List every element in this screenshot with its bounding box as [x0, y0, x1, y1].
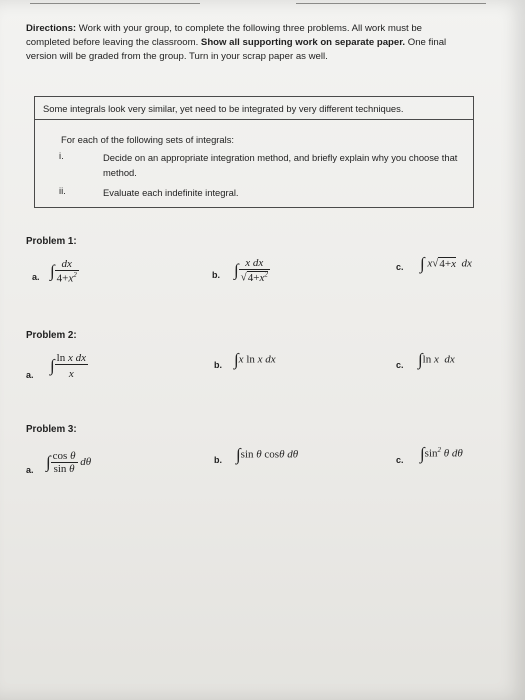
- directions-line-1: Work with your group, to complete the following three problems. All work must be: [76, 23, 423, 34]
- problem-2c-integral: ∫ln x dx: [418, 350, 455, 369]
- problem-2-part-b-label: b.: [214, 360, 222, 370]
- problem-3-part-a-label: a.: [26, 465, 34, 475]
- problem-2-part-c-label: c.: [396, 360, 404, 370]
- step-number-i: i.: [59, 150, 64, 161]
- problem-1-part-b-label: b.: [212, 270, 220, 280]
- directions-line-3: version will be graded from the group. Turn in your scrap paper as well.: [26, 51, 328, 62]
- directions-line-2-bold: Show all supporting work on separate paper.: [200, 37, 406, 48]
- problem-3-part-b-label: b.: [214, 455, 222, 465]
- step-number-ii: ii.: [59, 185, 66, 196]
- step-text-ii: Evaluate each indefinite integral.: [103, 187, 239, 198]
- problem-3b-integral: ∫sin θ cosθ dθ: [236, 445, 299, 464]
- box-intro: For each of the following sets of integrals:: [61, 134, 235, 145]
- step-text-i: Decide on an appropriate integration method, and briefly explain why you choose that method.: [103, 152, 458, 178]
- box-heading: Some integrals look very similar, yet need to be integrated by very different techniques.: [43, 103, 404, 114]
- directions-label: Directions:: [26, 23, 77, 34]
- problem-3c-integral: $\int\sin^2$ θ dθ: [420, 444, 463, 463]
- top-rule-left: [30, 3, 200, 4]
- directions-line-2a: completed before leaving the classroom.: [26, 37, 201, 48]
- directions-text: [26, 22, 496, 64]
- box-divider: [35, 119, 473, 120]
- problem-3-label: Problem 3:: [26, 424, 77, 435]
- instructions-box: [34, 96, 474, 208]
- top-rule-right: [296, 3, 486, 4]
- problem-1-label: Problem 1:: [26, 236, 77, 247]
- problem-3a-integral: ∫ $\frac{\text{cos θ}}{\text{sin θ}}$ dθ: [46, 450, 92, 475]
- problem-2b-integral: ∫x ln x dx: [234, 350, 276, 369]
- problem-1a-integral: ∫ $\frac{dx}{4+x^2}$: [50, 258, 77, 285]
- problem-1-part-a-label: a.: [32, 272, 40, 282]
- problem-2a-integral: ∫ $\frac{\text{ln x dx}}{x}$: [50, 352, 86, 380]
- problem-2-part-a-label: a.: [26, 370, 34, 380]
- problem-1-part-c-label: c.: [396, 262, 404, 272]
- problem-1b-integral: ∫ $\frac{\text{x dx}}{√4+x^2}$: [234, 257, 268, 284]
- problem-2-label: Problem 2:: [26, 330, 77, 341]
- problem-3-part-c-label: c.: [396, 455, 404, 465]
- problem-1c-integral: ∫ x√4+x dx: [420, 254, 472, 273]
- directions-line-2b: One final: [405, 37, 447, 48]
